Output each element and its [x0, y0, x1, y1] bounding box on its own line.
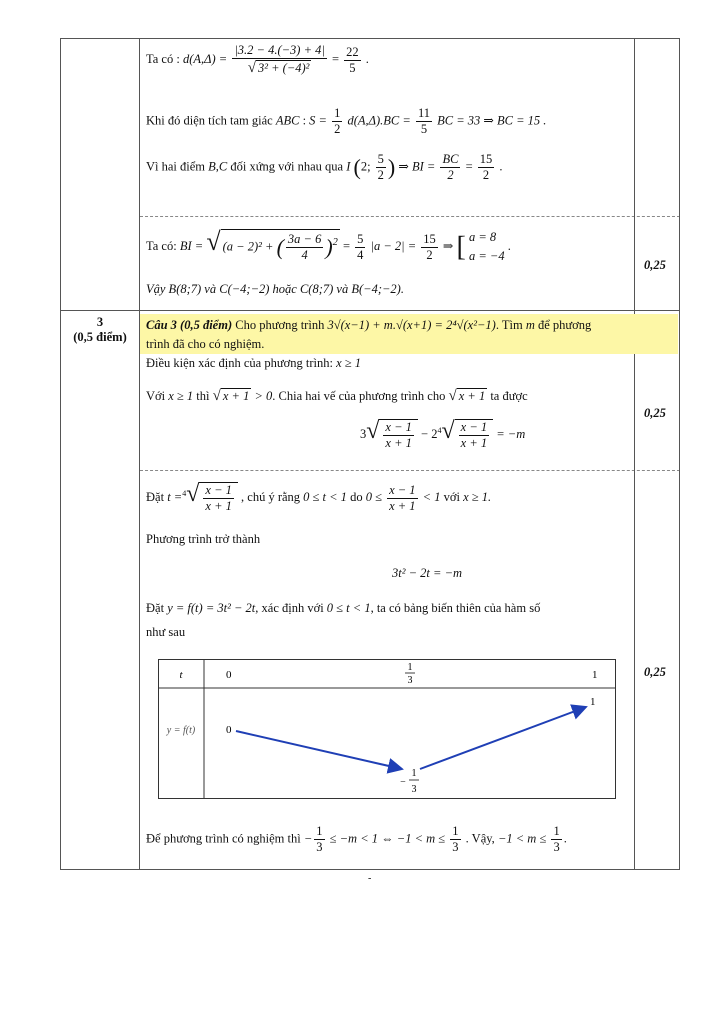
divide-line: Với x ≥ 1 thì √ x + 1 > 0. Chia hai vế của phương trình cho √ x + 1 ta được	[146, 388, 528, 404]
table-left-border	[60, 38, 61, 870]
question-line-2: trình đã cho có nghiệm.	[146, 337, 265, 351]
function-definition-cont: như sau	[146, 625, 186, 639]
y-end: 1	[590, 696, 596, 708]
t-start: 0	[226, 669, 232, 681]
page-footer-mark: -	[368, 873, 372, 884]
y-min-num: 1	[411, 768, 417, 779]
transformed-equation: 3√ $\frac{x - 1}{x + 1}$ − $2^4√$ $\frac{x - 1}{x + 1}$ = −m	[360, 418, 526, 450]
score-row-bi: 0,25	[644, 258, 666, 272]
question-line-1: Câu 3 (0,5 điểm) Cho phương trình 3√(x−1) + m.√(x+1) = 2⁴√(x²−1). Tìm m để phương	[146, 318, 592, 332]
y-start: 0	[226, 724, 232, 736]
domain-condition: Điều kiện xác định của phương trình: x ≥ 1	[146, 356, 361, 370]
t-label: t	[179, 669, 183, 681]
y-min-sign: −	[400, 777, 406, 788]
distance-line: Ta có : d(A,Δ) = $\frac{|3.2 - 4.(-3) + 4|}{\text{√ 3² + (−4)²}}$ = $\frac{22}{5}$ .	[146, 43, 369, 76]
final-conclusion: Để phương trình có nghiệm thì − $\frac{1}{3}$ ≤ −m < 1 ⇔ −1 < m ≤ $\frac{1}{3}$ . Vậy, −1 < m ≤ $\frac{1}{3}$ .	[146, 824, 567, 854]
quadratic-equation: 3t² − 2t = −m	[392, 566, 463, 580]
column-divider-1	[139, 38, 140, 870]
increase-arrow	[420, 707, 586, 769]
substitution-line: Đặt t =$^4$√ $\frac{x - 1}{x + 1}$ , chú ý rằng 0 ≤ t < 1 do 0 ≤ $\frac{x - 1}{x + 1}$ < 1 với x ≥ 1.	[146, 481, 492, 513]
y-min-den: 3	[411, 784, 417, 795]
table-bottom-border	[60, 869, 680, 870]
score-row-cond: 0,25	[644, 406, 666, 420]
score-row-sub: 0,25	[644, 665, 666, 679]
column-divider-2	[634, 38, 635, 870]
question-number: 3	[96, 315, 104, 329]
inner-separator-1	[140, 216, 680, 217]
row-separator-q3	[60, 310, 680, 311]
inner-separator-2	[140, 470, 680, 471]
question-points: (0,5 điểm)	[73, 330, 127, 344]
decrease-arrow	[236, 731, 402, 769]
function-definition: Đặt y = f(t) = 3t² − 2t, xác định với 0 ≤ t < 1, ta có bảng biến thiên của hàm số	[146, 601, 541, 615]
bi-equation-line: Ta có: BI = √ (a − 2)² + ( $\frac{3a - 6}{4}$ )$^2$ = $\frac{5}{4}$ |a − 2| = $\frac{15}{2}$ ⇒ [ a = 8 a = −4 .	[146, 227, 511, 264]
area-line: Khi đó diện tích tam giác ABC : S = $\frac{1}{2}$ d(A,Δ).BC = $\frac{11}{5}$ BC = 33 ⇒ BC = 15 .	[146, 106, 547, 136]
t-mid-num: 1	[407, 662, 413, 673]
equation-becomes: Phương trình trở thành	[146, 532, 261, 546]
variation-table	[158, 659, 616, 799]
symmetry-line: Vì hai điểm B,C đối xứng với nhau qua I (2; $\frac{5}{2}$ ) ⇒ BI = $\frac{BC}{2}$ = $\frac{15}{2}$ .	[146, 152, 503, 182]
t-end: 1	[592, 669, 598, 681]
table-top-border	[60, 38, 680, 39]
distance-fraction: $\frac{|3.2 - 4.(-3) + 4|}{\text{√ 3² + (−4)²}}$	[234, 43, 325, 76]
t-mid-den: 3	[407, 675, 413, 686]
bi-conclusion: Vậy B(8;7) và C(−4;−2) hoặc C(8;7) và B(−4;−2).	[146, 282, 404, 296]
table-right-border	[679, 38, 680, 870]
y-label: y = f(t)	[166, 725, 196, 736]
